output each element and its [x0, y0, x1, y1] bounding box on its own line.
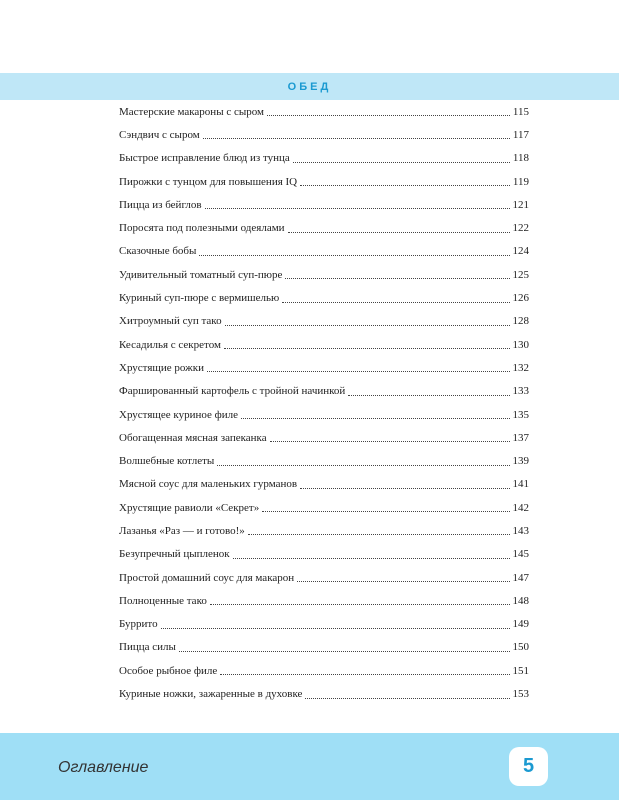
toc-entry-title: Хрустящее куриное филе	[119, 408, 239, 421]
toc-entry[interactable]	[119, 473, 529, 496]
toc-entry-page: 151	[512, 664, 529, 677]
toc-entry-title: Волшебные котлеты	[119, 455, 215, 468]
dot-leader	[220, 674, 509, 675]
toc-entry[interactable]	[119, 216, 529, 239]
dot-leader	[285, 278, 509, 279]
toc-entry-page: 141	[512, 478, 529, 491]
toc-entry-title: Поросята под полезными одеялами	[119, 222, 285, 235]
toc-entry[interactable]	[119, 589, 529, 612]
dot-leader	[293, 162, 510, 163]
toc-entry-title: Сказочные бобы	[119, 245, 197, 258]
toc-entry[interactable]	[119, 636, 529, 659]
toc-entry-page: 142	[512, 501, 529, 514]
toc-entry[interactable]	[119, 380, 529, 403]
toc-entry[interactable]	[119, 333, 529, 356]
toc-entry[interactable]	[119, 100, 529, 123]
toc-entry-title: Пирожки с тунцом для повышения IQ	[119, 175, 298, 188]
toc-entry-title: Фаршированный картофель с тройной начинкой	[119, 385, 346, 398]
dot-leader	[179, 651, 510, 652]
toc-entry-title: Удивительный томатный суп-пюре	[119, 268, 283, 281]
dot-leader	[267, 115, 510, 116]
toc-entry[interactable]	[119, 519, 529, 542]
toc-entry[interactable]	[119, 263, 529, 286]
toc-entry-page: 130	[512, 338, 529, 351]
toc-entry-title: Хрустящие равиоли «Секрет»	[119, 501, 260, 514]
toc-entry[interactable]	[119, 449, 529, 472]
toc-entry-title: Обогащенная мясная запеканка	[119, 431, 267, 444]
toc-entry[interactable]	[119, 682, 529, 705]
toc-entry-page: 121	[512, 198, 529, 211]
footer-label: Оглавление	[58, 759, 149, 776]
toc-entry-page: 135	[512, 408, 529, 421]
toc-entry-page: 149	[512, 618, 529, 631]
toc-entry[interactable]	[119, 170, 529, 193]
toc-entry-title: Безупречный цыпленок	[119, 548, 230, 561]
toc-entry-title: Пицца из бейглов	[119, 198, 202, 211]
toc-entry-title: Буррито	[119, 618, 158, 631]
toc-entry-page: 147	[512, 571, 529, 584]
page-number: 5	[522, 755, 535, 777]
toc-entry-title: Мастерские макароны с сыром	[119, 105, 264, 118]
toc-entry[interactable]	[119, 286, 529, 309]
toc-entry[interactable]	[119, 193, 529, 216]
dot-leader	[203, 138, 510, 139]
toc-entry-title: Особое рыбное филе	[119, 664, 218, 677]
toc-entry-page: 118	[512, 152, 529, 165]
toc-entry[interactable]	[119, 659, 529, 682]
dot-leader	[210, 604, 510, 605]
toc-entry-page: 143	[512, 524, 529, 537]
dot-leader	[224, 348, 510, 349]
dot-leader	[207, 371, 510, 372]
toc-entry-page: 117	[512, 128, 529, 141]
toc-entry-title: Быстрое исправление блюд из тунца	[119, 152, 290, 165]
toc-entry[interactable]	[119, 496, 529, 519]
toc-entry-page: 132	[512, 361, 529, 374]
dot-leader	[241, 418, 509, 419]
dot-leader	[300, 185, 510, 186]
toc-entry[interactable]	[119, 123, 529, 146]
toc-entry-page: 137	[512, 431, 529, 444]
dot-leader	[233, 558, 510, 559]
dot-leader	[305, 698, 509, 699]
toc-entry-page: 128	[512, 315, 529, 328]
toc-entry-page: 119	[512, 175, 529, 188]
dot-leader	[300, 488, 509, 489]
dot-leader	[205, 208, 510, 209]
dot-leader	[217, 465, 509, 466]
dot-leader	[270, 441, 510, 442]
toc-entry-page: 133	[512, 385, 529, 398]
toc-entry-title: Сэндвич с сыром	[119, 128, 200, 141]
toc-entry[interactable]	[119, 566, 529, 589]
dot-leader	[288, 232, 510, 233]
toc-entry[interactable]	[119, 356, 529, 379]
toc-entry-page: 148	[512, 594, 529, 607]
toc-entry-page: 122	[512, 222, 529, 235]
toc-entry-title: Хитроумный суп тако	[119, 315, 222, 328]
toc-entry-title: Лазанья «Раз — и готово!»	[119, 524, 245, 537]
toc-entry[interactable]	[119, 240, 529, 263]
section-title: ОБЕД	[287, 80, 332, 93]
toc-entry-page: 145	[512, 548, 529, 561]
toc-entry[interactable]	[119, 613, 529, 636]
toc-entry-title: Пицца силы	[119, 641, 176, 654]
dot-leader	[248, 534, 510, 535]
dot-leader	[161, 628, 510, 629]
section-header	[0, 73, 619, 100]
toc-entry[interactable]	[119, 403, 529, 426]
table-of-contents	[119, 100, 529, 706]
toc-entry-title: Куриный суп-пюре с вермишелью	[119, 292, 280, 305]
toc-entry[interactable]	[119, 426, 529, 449]
page-number-badge	[509, 747, 548, 786]
toc-entry-title: Простой домашний соус для макарон	[119, 571, 295, 584]
dot-leader	[348, 395, 509, 396]
toc-entry-page: 124	[512, 245, 529, 258]
dot-leader	[282, 302, 509, 303]
toc-entry-page: 125	[512, 268, 529, 281]
toc-entry-title: Кесадилья с секретом	[119, 338, 221, 351]
dot-leader	[297, 581, 509, 582]
toc-entry[interactable]	[119, 147, 529, 170]
toc-entry[interactable]	[119, 543, 529, 566]
toc-entry-title: Куриные ножки, зажаренные в духовке	[119, 688, 303, 701]
toc-entry-title: Полноценные тако	[119, 594, 207, 607]
toc-entry-page: 126	[512, 292, 529, 305]
toc-entry-page: 139	[512, 455, 529, 468]
toc-entry-title: Хрустящие рожки	[119, 361, 204, 374]
dot-leader	[262, 511, 509, 512]
footer-band	[0, 733, 619, 800]
toc-entry-page: 150	[512, 641, 529, 654]
dot-leader	[225, 325, 510, 326]
toc-entry-page: 115	[512, 105, 529, 118]
toc-entry-page: 153	[512, 688, 529, 701]
toc-entry[interactable]	[119, 310, 529, 333]
toc-entry-title: Мясной соус для маленьких гурманов	[119, 478, 298, 491]
dot-leader	[199, 255, 509, 256]
